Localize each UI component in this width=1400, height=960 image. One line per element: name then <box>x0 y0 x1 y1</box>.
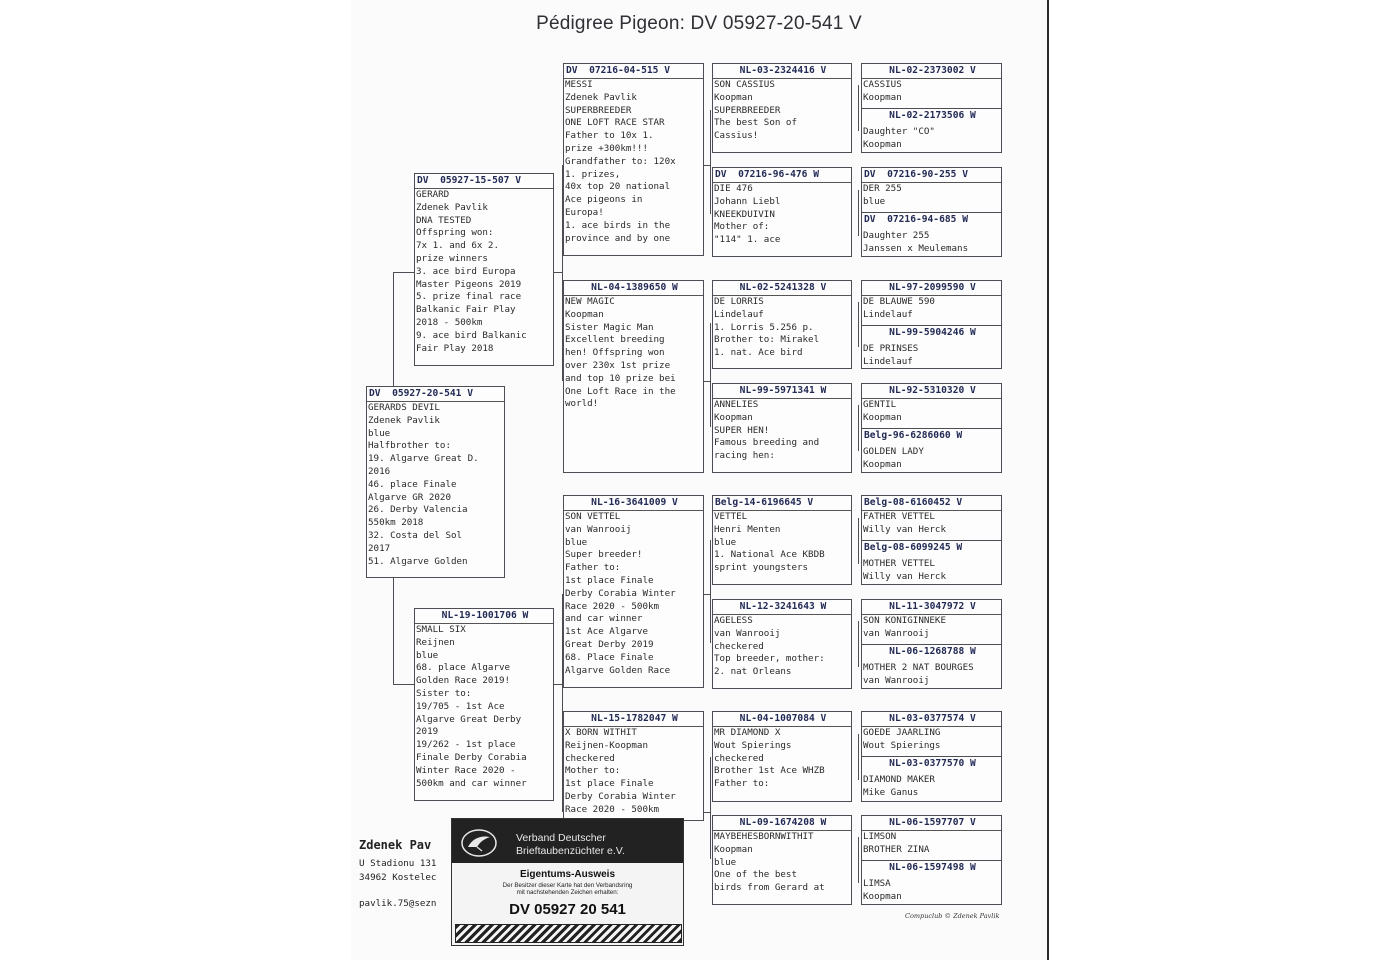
detail-line: blue <box>368 427 391 439</box>
detail-line: Race 2020 - 500km <box>565 803 660 815</box>
connector-line <box>858 837 859 883</box>
detail-line: Algarve Golden Race <box>565 664 671 676</box>
detail-line: Algarve Great Derby <box>416 713 522 725</box>
detail-line: hen! Offspring won <box>565 347 665 359</box>
detail-line: 32. Costa del Sol <box>368 529 463 541</box>
detail-line: Europa! <box>565 206 604 218</box>
detail-line: DE LORRIS <box>714 296 764 307</box>
detail-line: 68. place Algarve <box>416 662 511 674</box>
owner-name: Zdenek Pav <box>359 838 432 852</box>
detail-line: 1st place Finale <box>565 778 654 790</box>
detail-line: 550km 2018 <box>368 517 424 529</box>
detail-line: Golden Race 2019! <box>416 675 511 687</box>
detail-line: DNA TESTED <box>416 214 472 226</box>
detail-line: blue <box>714 856 737 868</box>
detail-line: Janssen x Meulemans <box>863 242 969 254</box>
detail-line: Koopman <box>714 843 753 855</box>
connector-line <box>703 381 710 382</box>
detail-line: Daughter "CO" <box>863 126 935 137</box>
detail-line: Derby Corabia Winter <box>565 587 676 599</box>
detail-line: MR DIAMOND X <box>714 727 781 738</box>
ring-number: NL-03-2324416 V <box>713 64 851 79</box>
detail-line: MESSI <box>565 79 593 90</box>
ring-number: Belg-08-6160452 V <box>862 496 1001 511</box>
connector-line <box>858 190 859 236</box>
pigeon-details <box>862 615 1001 641</box>
ring-number: NL-99-5971341 W <box>713 384 851 399</box>
detail-line: 1st Ace Algarve <box>565 626 648 638</box>
detail-line: checkered <box>714 640 764 652</box>
pigeon-box-sire-dam <box>563 280 704 473</box>
detail-line: X BORN WITHIT <box>565 727 637 738</box>
detail-line: KNEEKDUIVIN <box>714 208 775 220</box>
ring-number: NL-04-1389650 W <box>564 281 703 296</box>
detail-line: Sister Magic Man <box>565 321 654 333</box>
pigeon-details <box>713 615 851 679</box>
detail-line: blue <box>863 195 886 207</box>
detail-line: Father to 10x 1. <box>565 130 654 142</box>
pigeon-details <box>862 511 1001 537</box>
detail-line: checkered <box>714 752 764 764</box>
detail-line: Excellent breeding <box>565 334 665 346</box>
detail-line: van Wanrooij <box>863 674 930 686</box>
connector-line <box>553 684 562 685</box>
detail-line: Mike Ganus <box>863 786 919 798</box>
connector-line <box>393 684 415 685</box>
ring-number: NL-02-2373002 V <box>862 64 1001 79</box>
pigeon-details <box>415 624 553 790</box>
card-subtext <box>462 882 673 896</box>
pigeon-details <box>564 511 703 677</box>
detail-line: blue <box>714 536 737 548</box>
detail-line: 1. National Ace KBDB <box>714 549 825 561</box>
connector-line <box>858 734 859 780</box>
detail-line: Daughter 255 <box>863 230 930 241</box>
pigeon-logo-icon <box>460 829 498 857</box>
pigeon-box-gen4 <box>712 711 852 802</box>
pigeon-box-sire-sire <box>563 63 704 256</box>
detail-line: 46. place Finale <box>368 478 457 490</box>
detail-line: sprint youngsters <box>714 562 809 574</box>
pigeon-box-main <box>366 386 505 578</box>
pigeon-details <box>713 511 851 575</box>
detail-line: 1. nat. Ace bird <box>714 347 803 359</box>
detail-line: 1st place Finale <box>565 574 654 586</box>
owner-address-1: U Stadionu 131 <box>359 858 437 869</box>
detail-line: Koopman <box>863 138 902 150</box>
pigeon-details <box>862 662 974 688</box>
detail-line: SON VETTEL <box>565 511 621 522</box>
detail-line: Zdenek Pavlik <box>416 201 488 213</box>
pigeon-details <box>367 402 504 568</box>
ring-number: DV 05927-15-507 V <box>415 174 553 189</box>
ring-number: NL-03-0377570 W <box>889 758 976 769</box>
detail-line: van Wanrooij <box>714 627 781 639</box>
detail-line: Brother 1st Ace WHZB <box>714 765 825 777</box>
ring-number: NL-11-3047972 V <box>862 600 1001 615</box>
detail-line: 1. ace birds in the <box>565 219 671 231</box>
detail-line: Grandfather to: 120x <box>565 155 676 167</box>
detail-line: 2. nat Orleans <box>714 666 792 678</box>
detail-line: LIMSON <box>863 831 897 842</box>
detail-line: Finale Derby Corabia <box>416 751 527 763</box>
detail-line: Offspring won: <box>416 227 494 239</box>
detail-line: Koopman <box>863 890 902 902</box>
card-pattern-strip <box>455 924 682 943</box>
pigeon-details <box>713 296 851 360</box>
detail-line: BROTHER ZINA <box>863 843 930 855</box>
detail-line: Lindelauf <box>863 355 913 367</box>
detail-line: DIAMOND MAKER <box>863 774 935 785</box>
pigeon-details <box>713 79 851 143</box>
detail-line: blue <box>565 536 588 548</box>
detail-line: 2017 <box>368 542 391 554</box>
connector-line <box>858 621 859 667</box>
ring-number: NL-06-1597498 W <box>889 862 976 873</box>
pigeon-details <box>862 878 902 904</box>
ring-number: DV 07216-94-685 W <box>864 214 968 225</box>
detail-line: DIE 476 <box>714 183 753 194</box>
detail-line: 1. Lorris 5.256 p. <box>714 321 814 333</box>
detail-line: SUPERBREEDER <box>565 104 632 116</box>
detail-line: VETTEL <box>714 511 748 522</box>
pigeon-box-gen4 <box>712 383 852 473</box>
footer-credit: Compuclub © Zdenek Pavlik <box>905 912 1000 920</box>
owner-address-2: 34962 Kostelec <box>359 872 437 883</box>
card-ring-number: DV 05927 20 541 <box>509 901 626 918</box>
detail-line: NEW MAGIC <box>565 296 615 307</box>
detail-line: Koopman <box>863 458 902 470</box>
detail-line: blue <box>416 649 439 661</box>
ring-number: NL-02-2173506 W <box>889 110 976 121</box>
detail-line: AGELESS <box>714 615 753 626</box>
detail-line: GERARD <box>416 189 450 200</box>
detail-line: van Wanrooij <box>565 523 632 535</box>
detail-line: DE BLAUWE 590 <box>863 296 935 307</box>
detail-line: Top breeder, mother: <box>714 653 825 665</box>
ring-number: NL-09-1674208 W <box>713 816 851 831</box>
detail-line: over 230x 1st prize <box>565 359 671 371</box>
card-heading: Eigentums-Ausweis <box>519 869 616 880</box>
detail-line: 51. Algarve Golden <box>368 555 468 567</box>
detail-line: Brother to: Mirakel <box>714 334 820 346</box>
owner-info <box>359 838 436 911</box>
pigeon-pair-box <box>861 711 1002 802</box>
detail-line: Koopman <box>863 411 902 423</box>
detail-line: ONE LOFT RACE STAR <box>565 117 665 129</box>
connector-line <box>710 540 711 643</box>
detail-line: Winter Race 2020 - <box>416 764 516 776</box>
detail-line: 2016 <box>368 465 391 477</box>
detail-line: CASSIUS <box>863 79 902 90</box>
ring-number: NL-92-5310320 V <box>862 384 1001 399</box>
pigeon-details <box>862 446 924 472</box>
pigeon-pair-box <box>861 280 1002 369</box>
pigeon-details <box>862 230 968 256</box>
detail-line: Algarve GR 2020 <box>368 491 451 503</box>
pigeon-details <box>862 126 935 152</box>
pigeon-details <box>713 727 851 791</box>
detail-line: MAYBEHESBORNWITHIT <box>714 831 814 842</box>
detail-line: birds from Gerard at <box>714 882 825 894</box>
ring-number: NL-06-1597707 V <box>862 816 1001 831</box>
pigeon-details <box>564 296 703 411</box>
detail-line: 3. ace bird Europa <box>416 265 516 277</box>
ring-number: NL-15-1782047 W <box>564 712 703 727</box>
detail-line: Wout Spierings <box>863 739 941 751</box>
pigeon-box-gen4 <box>712 63 852 153</box>
detail-line: Famous breeding and <box>714 437 820 449</box>
detail-line: Fair Play 2018 <box>416 342 494 354</box>
detail-line: SON KONIGINNEKE <box>863 615 946 626</box>
detail-line: Great Derby 2019 <box>565 638 654 650</box>
detail-line: GOEDE JAARLING <box>863 727 941 738</box>
connector-line <box>553 272 562 273</box>
detail-line: Koopman <box>714 91 753 103</box>
detail-line: Mother of: <box>714 221 770 233</box>
detail-line: Father to: <box>565 562 621 574</box>
ownership-card <box>451 818 684 946</box>
connector-line <box>710 110 711 214</box>
detail-line: Lindelauf <box>863 308 913 320</box>
detail-line: Halfbrother to: <box>368 440 451 452</box>
detail-line: SMALL SIX <box>416 624 466 635</box>
detail-line: MOTHER VETTEL <box>863 558 935 569</box>
ring-number: NL-03-0377574 V <box>862 712 1001 727</box>
pigeon-box-gen4 <box>712 599 852 689</box>
pigeon-box-gen4 <box>712 495 852 585</box>
page-title: Pédigree Pigeon: DV 05927-20-541 V <box>536 13 862 34</box>
ring-number: NL-19-1001706 W <box>415 609 553 624</box>
detail-line: Father to: <box>714 778 770 790</box>
pigeon-pair-box <box>861 383 1002 473</box>
ring-number: DV 05927-20-541 V <box>367 387 504 402</box>
detail-line: 7x 1. and 6x 2. <box>416 240 499 252</box>
card-subtext-line-2: mit nachstehenden Zeichen erhalten: <box>516 889 619 897</box>
connector-line <box>703 812 710 813</box>
connector-line <box>710 323 711 427</box>
detail-line: Ace pigeons in <box>565 194 643 206</box>
pigeon-details <box>415 189 553 355</box>
detail-line: Johann Liebl <box>714 195 781 207</box>
detail-line: 26. Derby Valencia <box>368 504 468 516</box>
detail-line: 19/705 - 1st Ace <box>416 700 505 712</box>
detail-line: GENTIL <box>863 399 897 410</box>
connector-line <box>858 302 859 347</box>
detail-line: 19/262 - 1st place <box>416 739 516 751</box>
detail-line: 9. ace bird Balkanic <box>416 329 527 341</box>
detail-line: Willy van Herck <box>863 570 946 582</box>
detail-line: SON CASSIUS <box>714 79 775 90</box>
pigeon-box-dam <box>414 608 554 801</box>
connector-line <box>858 518 859 564</box>
pigeon-details <box>862 399 1001 425</box>
detail-line: 5. prize final race <box>416 291 522 303</box>
pigeon-details <box>713 831 851 895</box>
ring-number: DV 07216-96-476 W <box>713 168 851 183</box>
pigeon-details <box>862 727 1001 753</box>
detail-line: Wout Spierings <box>714 739 792 751</box>
detail-line: 68. Place Finale <box>565 651 654 663</box>
card-subtext-line-1: Der Besitzer dieser Karte hat den Verbandsring <box>502 882 633 889</box>
detail-line: 2018 - 500km <box>416 316 483 328</box>
ring-number: NL-97-2099590 V <box>862 281 1001 296</box>
detail-line: prize +300km!!! <box>565 142 648 154</box>
pigeon-pair-box <box>861 815 1002 905</box>
pigeon-pair-box <box>861 599 1002 689</box>
pigeon-details <box>713 399 851 463</box>
ring-number: NL-02-5241328 V <box>713 281 851 296</box>
ring-number: DV 07216-04-515 V <box>564 64 703 79</box>
pigeon-box-dam-dam <box>563 711 704 821</box>
pigeon-box-gen4 <box>712 167 852 257</box>
detail-line: racing hen: <box>714 450 775 462</box>
detail-line: FATHER VETTEL <box>863 511 935 522</box>
detail-line: DE PRINSES <box>863 343 919 354</box>
pigeon-details <box>713 183 851 247</box>
detail-line: Reijnen-Koopman <box>565 739 648 751</box>
detail-line: "114" 1. ace <box>714 234 781 246</box>
ring-number: Belg-96-6286060 W <box>864 430 963 441</box>
detail-line: 40x top 20 national <box>565 181 671 193</box>
detail-line: and car winner <box>565 613 643 625</box>
detail-line: Mother to: <box>565 765 621 777</box>
detail-line: One Loft Race in the <box>565 385 676 397</box>
pigeon-details <box>862 183 1001 209</box>
pigeon-details <box>564 79 703 245</box>
owner-email: pavlik.75@sezn <box>359 898 437 909</box>
card-org-name <box>516 832 625 857</box>
detail-line: SUPERBREEDER <box>714 104 781 116</box>
pigeon-box-sire <box>414 173 554 366</box>
pigeon-box-dam-sire <box>563 495 704 688</box>
detail-line: Henri Menten <box>714 523 781 535</box>
detail-line: ANNELIES <box>714 399 759 410</box>
ring-number: Belg-08-6099245 W <box>864 542 963 553</box>
detail-line: Reijnen <box>416 636 455 648</box>
detail-line: Lindelauf <box>714 308 764 320</box>
detail-line: Balkanic Fair Play <box>416 304 516 316</box>
detail-line: Koopman <box>863 91 902 103</box>
ring-number: NL-04-1007084 V <box>713 712 851 727</box>
pigeon-details <box>862 296 1001 322</box>
detail-line: prize winners <box>416 252 488 264</box>
detail-line: world! <box>565 398 599 410</box>
pigeon-box-gen4 <box>712 280 852 369</box>
detail-line: 1. prizes, <box>565 168 621 180</box>
ring-number: NL-06-1268788 W <box>889 646 976 657</box>
detail-line: province and by one <box>565 232 671 244</box>
pigeon-details <box>862 79 1001 105</box>
detail-line: Koopman <box>565 308 604 320</box>
pigeon-details <box>862 343 918 369</box>
detail-line: Willy van Herck <box>863 523 946 535</box>
detail-line: Sister to: <box>416 687 472 699</box>
detail-line: Zdenek Pavlik <box>565 91 637 103</box>
detail-line: 2019 <box>416 726 439 738</box>
detail-line: LIMSA <box>863 878 891 889</box>
pigeon-pair-box <box>861 63 1002 153</box>
detail-line: Super breeder! <box>565 549 643 561</box>
connector-line <box>703 165 710 166</box>
connector-line <box>703 594 710 595</box>
detail-line: Koopman <box>714 411 753 423</box>
pigeon-pair-box <box>861 167 1002 257</box>
detail-line: SUPER HEN! <box>714 424 770 436</box>
detail-line: One of the best <box>714 869 797 881</box>
ring-number: Belg-14-6196645 V <box>713 496 851 511</box>
detail-line: MOTHER 2 NAT BOURGES <box>863 662 974 673</box>
pigeon-details <box>862 774 935 800</box>
card-org-line-1: Verband Deutscher <box>516 832 606 844</box>
detail-line: GOLDEN LADY <box>863 446 924 457</box>
detail-line: and top 10 prize bei <box>565 372 676 384</box>
detail-line: The best Son of <box>714 117 797 129</box>
connector-line <box>858 85 859 131</box>
pigeon-details <box>862 831 1001 857</box>
detail-line: van Wanrooij <box>863 627 930 639</box>
card-org-line-2: Brieftaubenzüchter e.V. <box>516 844 625 857</box>
ring-number: NL-16-3641009 V <box>564 496 703 511</box>
detail-line: Cassius! <box>714 130 759 142</box>
pigeon-pair-box <box>861 495 1002 585</box>
connector-line <box>858 405 859 451</box>
ring-number: DV 07216-90-255 V <box>862 168 1001 183</box>
detail-line: Race 2020 - 500km <box>565 600 660 612</box>
pigeon-details <box>862 558 946 584</box>
connector-line <box>710 757 711 859</box>
ring-number: NL-12-3241643 W <box>713 600 851 615</box>
ring-number: NL-99-5904246 W <box>889 327 976 338</box>
detail-line: Derby Corabia Winter <box>565 790 676 802</box>
detail-line: Zdenek Pavlik <box>368 414 440 426</box>
detail-line: 500km and car winner <box>416 777 527 789</box>
detail-line: GERARDS DEVIL <box>368 402 440 413</box>
detail-line: checkered <box>565 752 615 764</box>
connector-line <box>393 272 415 273</box>
pigeon-box-gen4 <box>712 815 852 905</box>
detail-line: Master Pigeons 2019 <box>416 278 522 290</box>
card-header <box>452 819 683 863</box>
pigeon-details <box>564 727 703 817</box>
detail-line: DER 255 <box>863 183 902 194</box>
detail-line: 19. Algarve Great D. <box>368 453 479 465</box>
